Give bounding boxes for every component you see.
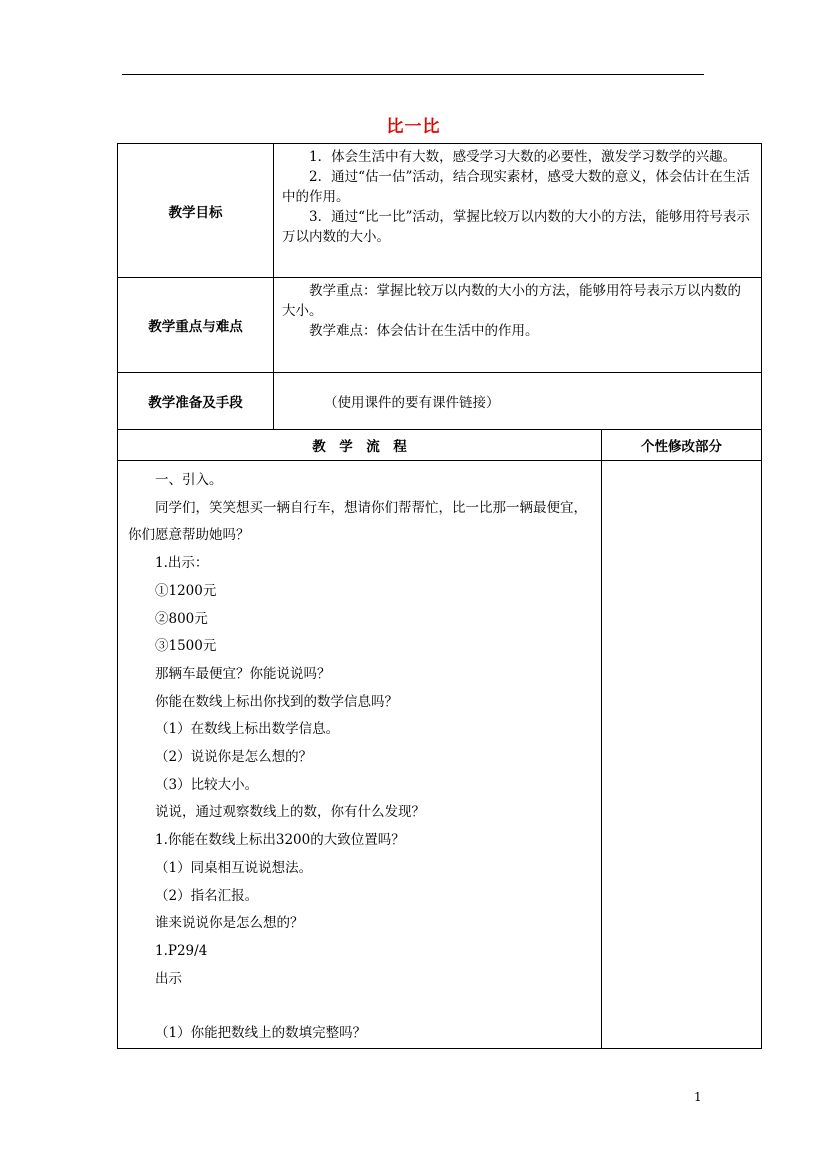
page-number: 1 — [694, 1090, 702, 1104]
difficulty: 教学难点：体会估计在生活中的作用。 — [309, 323, 539, 339]
row-objectives — [118, 144, 762, 278]
label-objectives: 教学目标 — [118, 144, 274, 278]
flow-line: ①1200元 — [155, 582, 217, 599]
objective-2: 2．通过“估一估”活动，结合现实素材，感受大数的意义，体会估计在生活中的作用。 — [282, 169, 750, 205]
key-point: 教学重点：掌握比较万以内数的大小的方法，能够用符号表示万以内数的大小。 — [282, 283, 741, 319]
flow-line: ②800元 — [155, 610, 208, 627]
label-key-points: 教学重点与难点 — [118, 278, 274, 373]
flow-line: （1）同桌相互说说想法。 — [155, 859, 313, 876]
flow-line: ③1500元 — [155, 638, 217, 655]
lesson-plan-table — [117, 143, 762, 1049]
label-preparation: 教学准备及手段 — [118, 373, 274, 430]
row-preparation — [118, 373, 762, 430]
flow-header: 教 学 流 程 — [118, 430, 602, 461]
objective-3: 3．通过“比一比”活动，掌握比较万以内数的大小的方法，能够用符号表示万以内数的大小。 — [282, 209, 750, 245]
flow-line: （2）指名汇报。 — [155, 887, 259, 904]
row-flow-header — [118, 430, 762, 461]
flow-line: 1.出示： — [155, 555, 209, 572]
flow-line: 1.你能在数线上标出3200的大致位置吗？ — [155, 832, 405, 849]
flow-line: 那辆车最便宜？你能说说吗？ — [155, 665, 331, 682]
flow-line: 谁来说说你是怎么想的？ — [155, 915, 304, 932]
flow-line: 1.P29/4 — [155, 942, 208, 959]
flow-line: 出示 — [155, 970, 182, 987]
header-rule — [122, 74, 704, 75]
flow-content — [118, 461, 602, 1049]
content-key-points — [274, 278, 762, 373]
row-flow-content — [118, 461, 762, 1049]
objective-1: 1．体会生活中有大数，感受学习大数的必要性，激发学习数学的兴趣。 — [309, 149, 737, 165]
flow-line: （3）比较大小。 — [155, 776, 259, 793]
blank-space — [128, 993, 591, 1020]
flow-line: 你能在数线上标出你找到的数学信息吗？ — [155, 693, 398, 710]
content-objectives — [274, 144, 762, 278]
flow-line: （1）你能把数线上的数填完整吗？ — [155, 1025, 367, 1042]
content-preparation: （使用课件的要有课件链接） — [274, 373, 762, 430]
flow-line: （2）说说你是怎么想的？ — [155, 749, 313, 766]
flow-line: 说说，通过观察数线上的数，你有什么发现？ — [155, 804, 425, 821]
notes-header: 个性修改部分 — [602, 430, 762, 461]
flow-line: 一、引入。 — [155, 472, 223, 488]
flow-line: （1）在数线上标出数学信息。 — [155, 721, 340, 738]
flow-line: 同学们，笑笑想买一辆自行车，想请你们帮帮忙，比一比那一辆最便宜，你们愿意帮助她吗？ — [128, 499, 587, 544]
row-key-points — [118, 278, 762, 373]
page-title: 比一比 — [386, 117, 441, 137]
notes-content — [602, 461, 762, 1049]
